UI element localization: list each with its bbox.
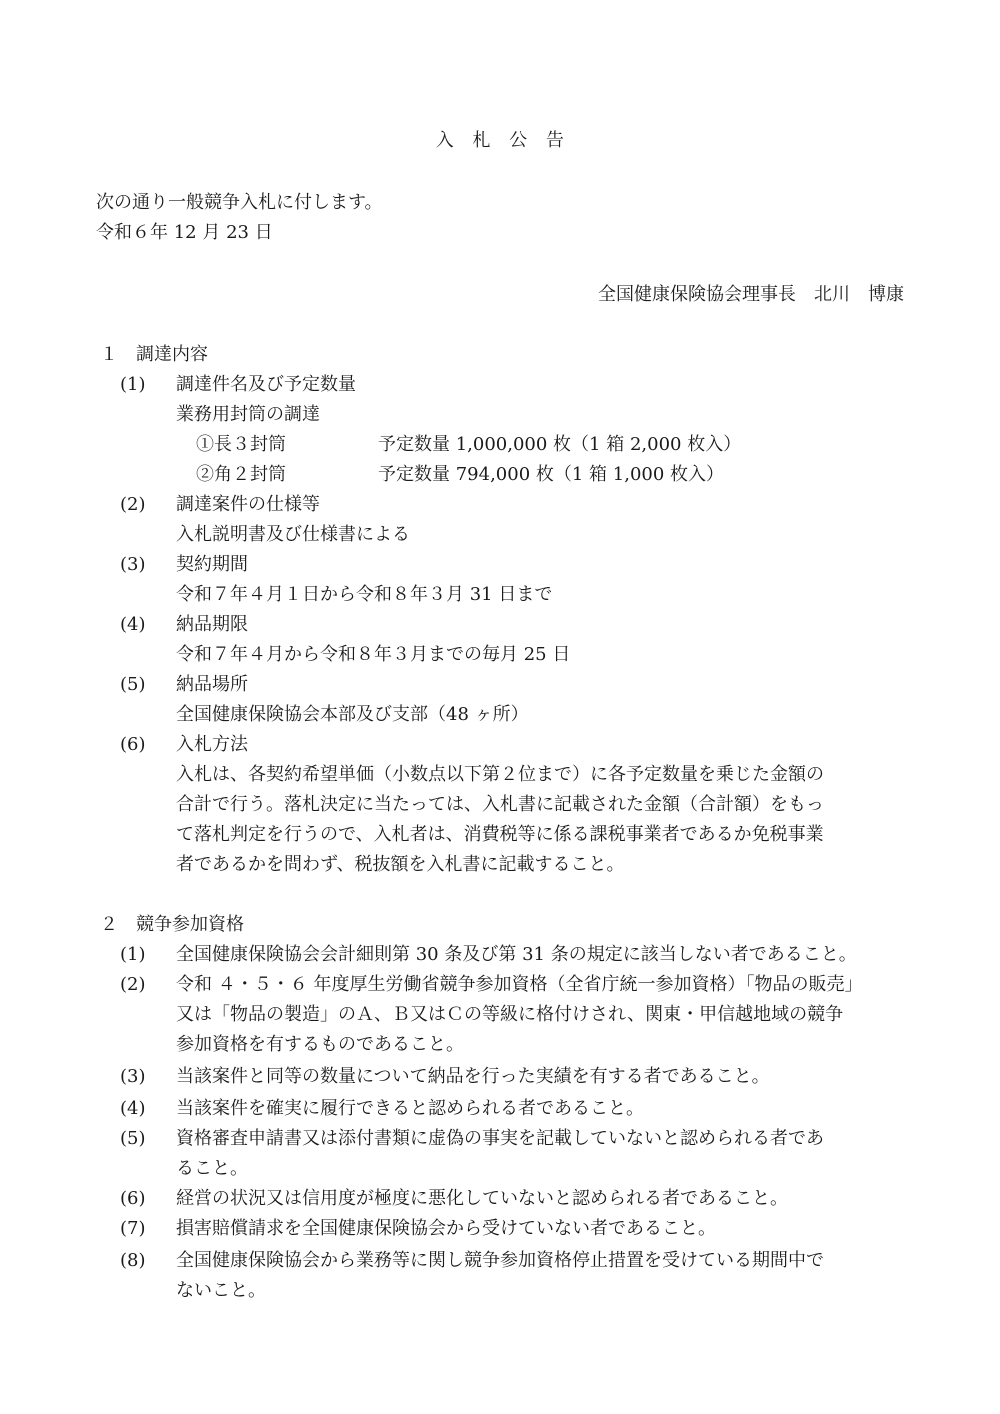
item-text: 入札は、各契約希望単価（小数点以下第２位まで）に各予定数量を乗じた金額の — [176, 764, 824, 785]
item-text: 令和 ４・５・６ 年度厚生労働省競争参加資格（全省庁統一参加資格）「物品の販売」 — [176, 974, 863, 995]
item-text: 業務用封筒の調達 — [176, 404, 320, 425]
item-number: (1) — [120, 374, 146, 395]
item-text: 損害賠償請求を全国健康保険協会から受けていない者であること。 — [176, 1218, 716, 1239]
notice-date: 令和６年 12 月 23 日 — [96, 222, 273, 243]
envelope-name: ①長３封筒 — [196, 434, 286, 455]
item-text: 者であるかを問わず、税抜額を入札書に記載すること。 — [176, 854, 625, 875]
issuer-name: 全国健康保険協会理事長 北川 博康 — [598, 284, 904, 305]
item-text: 令和７年４月から令和８年３月までの毎月 25 日 — [176, 644, 571, 665]
item-text: 令和７年４月１日から令和８年３月 31 日まで — [176, 584, 553, 605]
item-label: 契約期間 — [176, 554, 248, 575]
item-text: 経営の状況又は信用度が極度に悪化していないと認められる者であること。 — [176, 1188, 788, 1209]
item-text: 当該案件を確実に履行できると認められる者であること。 — [176, 1098, 644, 1119]
item-text: 全国健康保険協会会計細則第 30 条及び第 31 条の規定に該当しない者であること。 — [176, 944, 857, 965]
item-label: 調達案件の仕様等 — [176, 494, 320, 515]
item-text: ること。 — [176, 1158, 248, 1179]
item-number: (5) — [120, 674, 146, 695]
item-label: 納品期限 — [176, 614, 248, 635]
envelope-name: ②角２封筒 — [196, 464, 286, 485]
item-text: 全国健康保険協会本部及び支部（48 ヶ所） — [176, 704, 529, 725]
intro-text: 次の通り一般競争入札に付します。 — [96, 192, 383, 213]
item-text: ないこと。 — [176, 1280, 266, 1301]
item-number: (4) — [120, 614, 146, 635]
item-text: て落札判定を行うので、入札者は、消費税等に係る課税事業者であるか免税事業 — [176, 824, 824, 845]
item-text: 当該案件と同等の数量について納品を行った実績を有する者であること。 — [176, 1066, 770, 1087]
item-text: 合計で行う。落札決定に当たっては、入札書に記載された金額（合計額）をもっ — [176, 794, 824, 815]
item-number: (3) — [120, 554, 146, 575]
item-text: 参加資格を有するものであること。 — [176, 1034, 464, 1055]
item-label: 納品場所 — [176, 674, 248, 695]
item-label: 入札方法 — [176, 734, 248, 755]
section-heading-eligibility: ２ 競争参加資格 — [100, 914, 244, 935]
item-number: (1) — [120, 944, 146, 965]
item-number: (2) — [120, 974, 146, 995]
item-label: 調達件名及び予定数量 — [176, 374, 356, 395]
item-number: (7) — [120, 1218, 146, 1239]
item-number: (6) — [120, 734, 146, 755]
item-number: (6) — [120, 1188, 146, 1209]
item-text: 入札説明書及び仕様書による — [176, 524, 410, 545]
item-text: 資格審査申請書又は添付書類に虚偽の事実を記載していないと認められる者であ — [176, 1128, 824, 1149]
item-number: (2) — [120, 494, 146, 515]
item-number: (8) — [120, 1250, 146, 1271]
item-text: 又は「物品の製造」のＡ、Ｂ又はＣの等級に格付けされ、関東・甲信越地域の競争 — [176, 1004, 844, 1025]
item-number: (5) — [120, 1128, 146, 1149]
section-heading-procurement: １ 調達内容 — [100, 344, 208, 365]
item-number: (4) — [120, 1098, 146, 1119]
item-text: 全国健康保険協会から業務等に関し競争参加資格停止措置を受けている期間中で — [176, 1250, 824, 1271]
envelope-quantity: 予定数量 794,000 枚（1 箱 1,000 枚入） — [378, 464, 725, 485]
envelope-quantity: 予定数量 1,000,000 枚（1 箱 2,000 枚入） — [378, 434, 742, 455]
item-number: (3) — [120, 1066, 146, 1087]
page-title: 入 札 公 告 — [435, 130, 565, 151]
